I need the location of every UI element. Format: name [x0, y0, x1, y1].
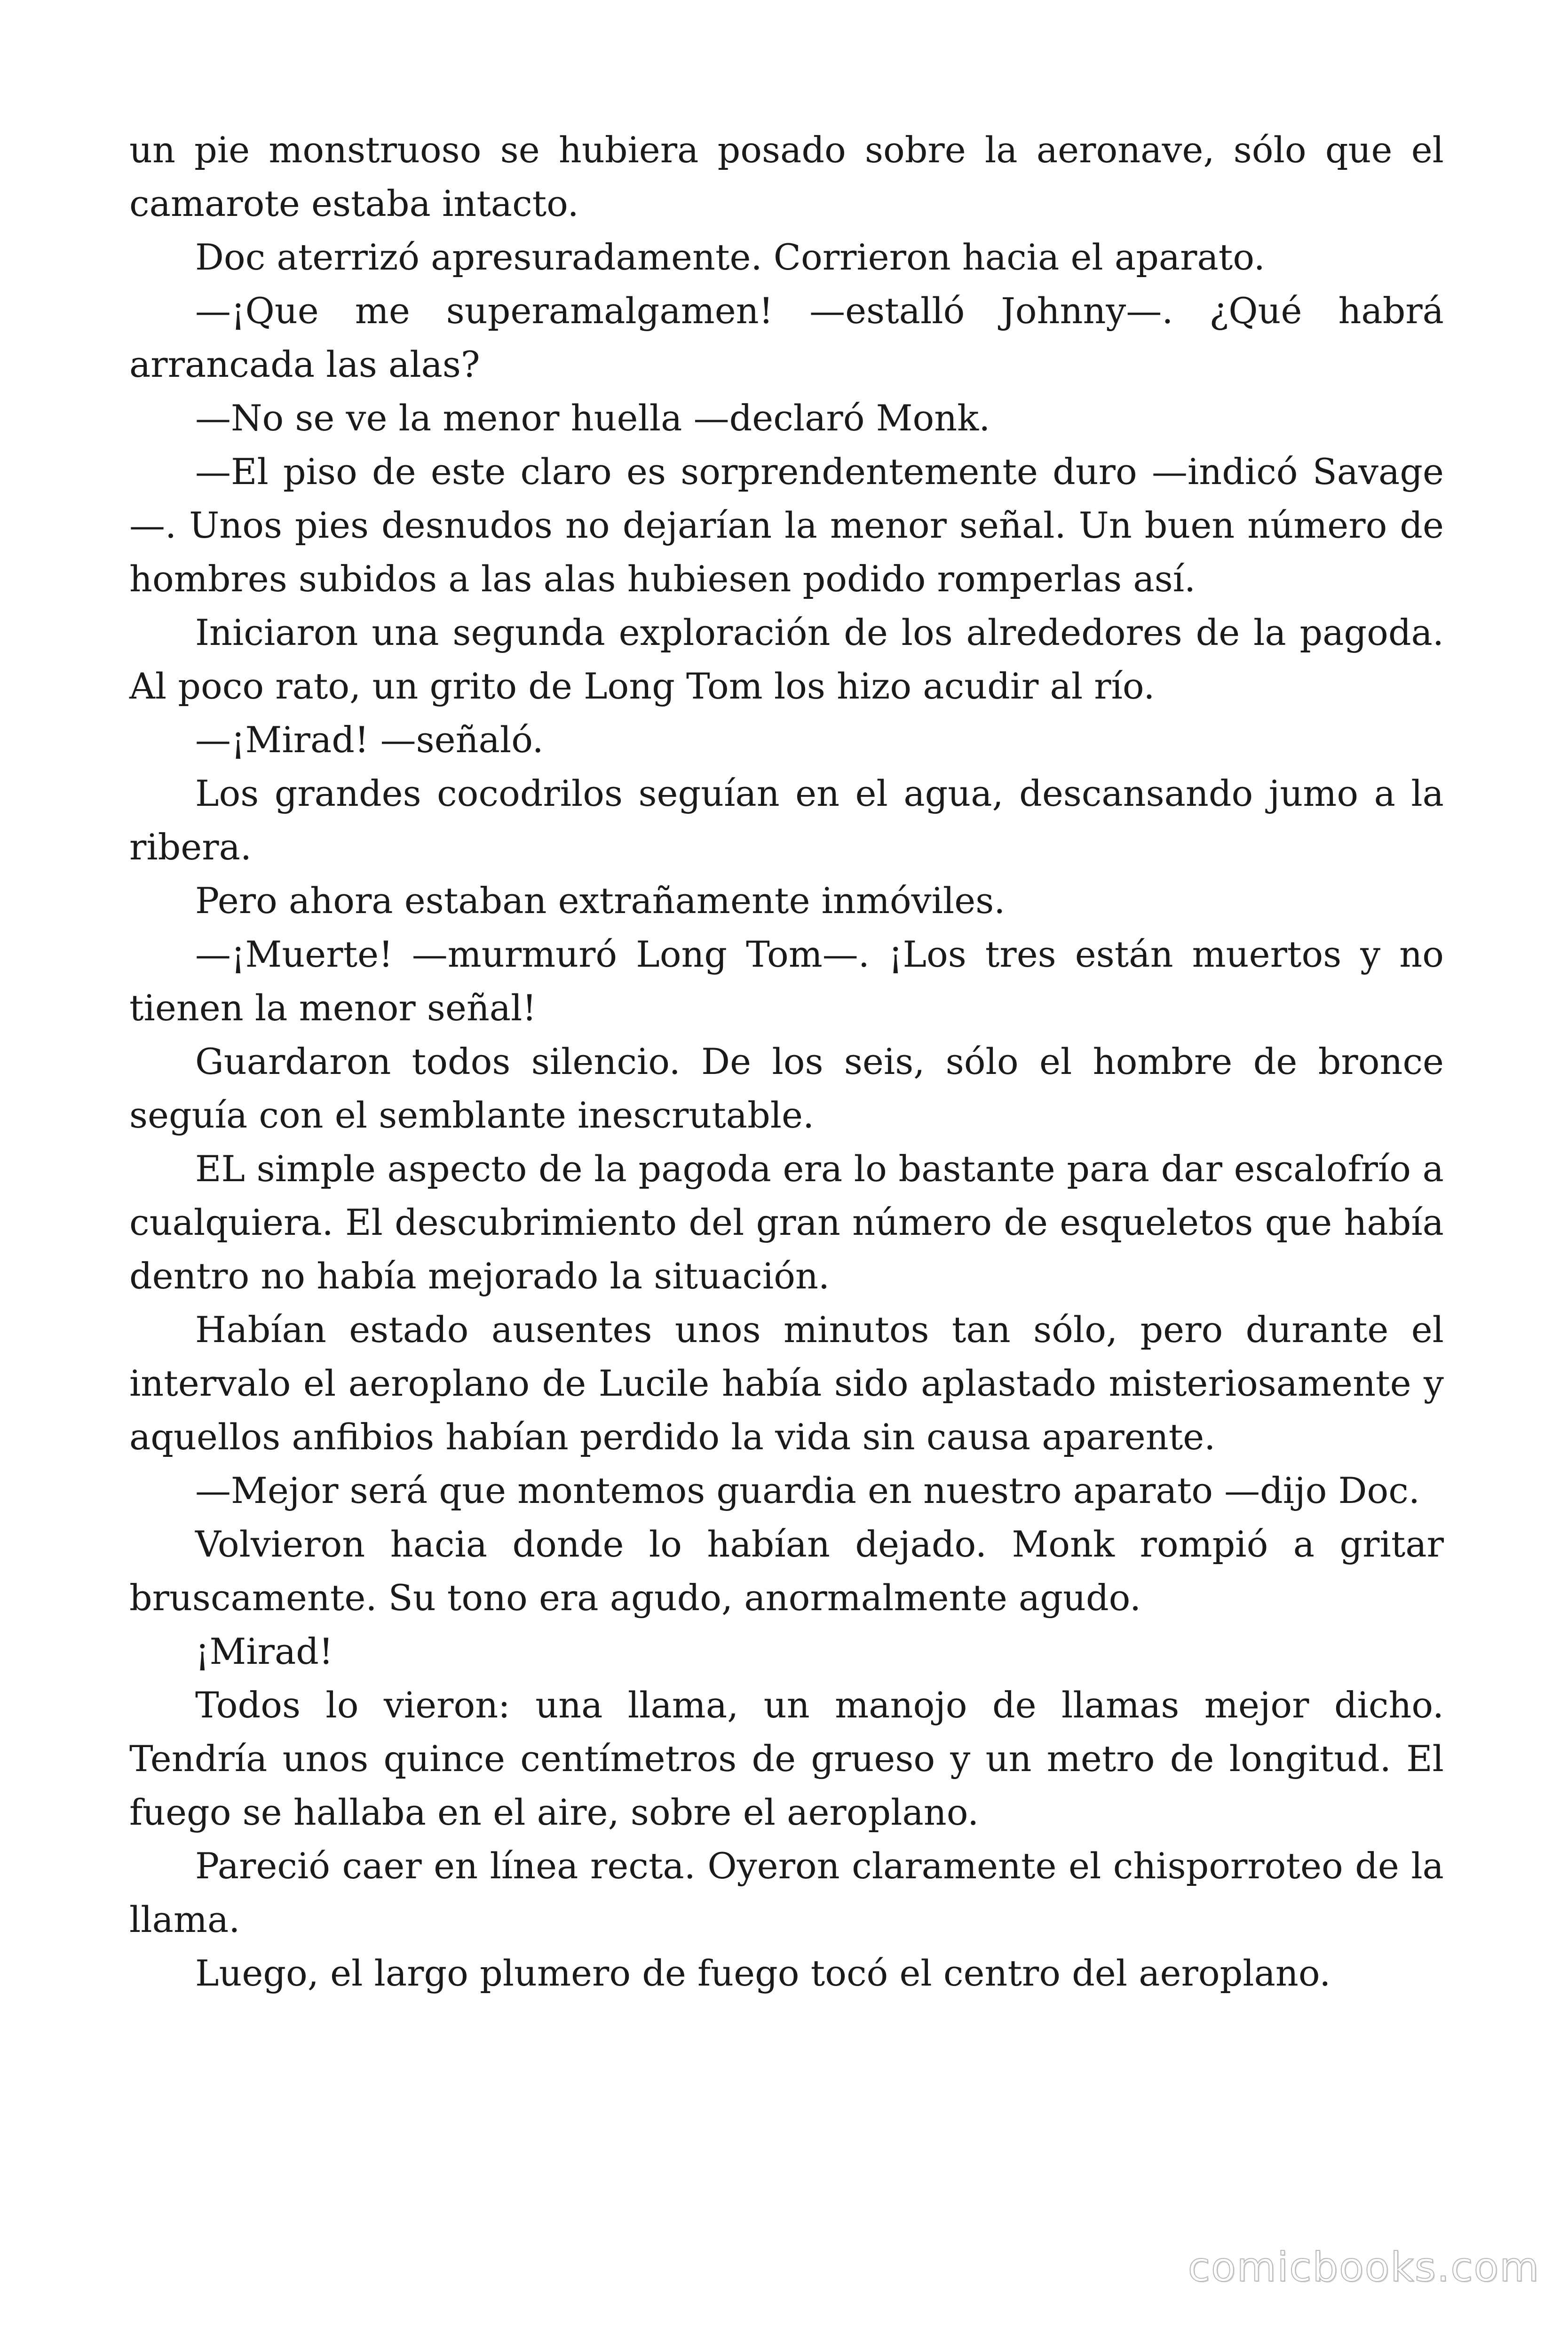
paragraph-2: Doc aterrizó apresuradamente. Corrieron hacia el aparato. — [195, 236, 1265, 278]
paragraph-19: Luego, el largo plumero de fuego tocó el centro del aeroplano. — [195, 1952, 1331, 1994]
paragraph-11: Guardaron todos silencio. De los seis, sólo el hombre de bronce seguía con el semblante inescrutable. — [129, 1041, 1444, 1136]
paragraph-4: —No se ve la menor huella —declaró Monk. — [195, 397, 990, 439]
paragraph-5: —El piso de este claro es sorprendentemente duro —indicó Savage—. Unos pies desnudos no dejarían la menor señal. Un buen número de hombres subidos a las alas hubiesen podido romperlas así. — [129, 451, 1444, 600]
paragraph-8: Los grandes cocodrilos seguían en el agua, descansando jumo a la ribera. — [129, 772, 1444, 868]
paragraph-7: —¡Mirad! —señaló. — [195, 719, 544, 761]
paragraph-9: Pero ahora estaban extrañamente inmóviles. — [195, 880, 1006, 922]
paragraph-16: ¡Mirad! — [195, 1630, 333, 1672]
paragraph-18: Pareció caer en línea recta. Oyeron claramente el chisporroteo de la llama. — [129, 1845, 1444, 1940]
paragraph-12: EL simple aspecto de la pagoda era lo bastante para dar escalofrío a cualquiera. El descubrimiento del gran número de esqueletos que había dentro no había mejorado la situación. — [129, 1148, 1444, 1297]
paragraph-13: Habían estado ausentes unos minutos tan sólo, pero durante el intervalo el aeroplano de Lucile había sido aplastado misteriosamente y aquellos anfibios habían perdido la vida sin causa aparente. — [129, 1309, 1444, 1458]
watermark: comicbooks.com — [1188, 2244, 1540, 2291]
page-body — [129, 123, 1444, 2000]
paragraph-14: —Mejor será que montemos guardia en nuestro aparato —dijo Doc. — [195, 1470, 1420, 1511]
paragraph-17: Todos lo vieron: una llama, un manojo de llamas mejor dicho. Tendría unos quince centímetros de grueso y un metro de longitud. El fuego se hallaba en el aire, sobre el aeroplano. — [129, 1684, 1444, 1833]
paragraph-1: un pie monstruoso se hubiera posado sobre la aeronave, sólo que el camarote estaba intacto. — [129, 129, 1444, 224]
paragraph-10: —¡Muerte! —murmuró Long Tom—. ¡Los tres están muertos y no tienen la menor señal! — [129, 933, 1444, 1029]
paragraph-15: Volvieron hacia donde lo habían dejado. Monk rompió a gritar bruscamente. Su tono era agudo, anormalmente agudo. — [129, 1523, 1444, 1619]
paragraph-6: Iniciaron una segunda exploración de los alrededores de la pagoda. Al poco rato, un grito de Long Tom los hizo acudir al río. — [129, 612, 1444, 707]
paragraph-3: —¡Que me superamalgamen! —estalló Johnny—. ¿Qué habrá arrancada las alas? — [129, 290, 1444, 385]
